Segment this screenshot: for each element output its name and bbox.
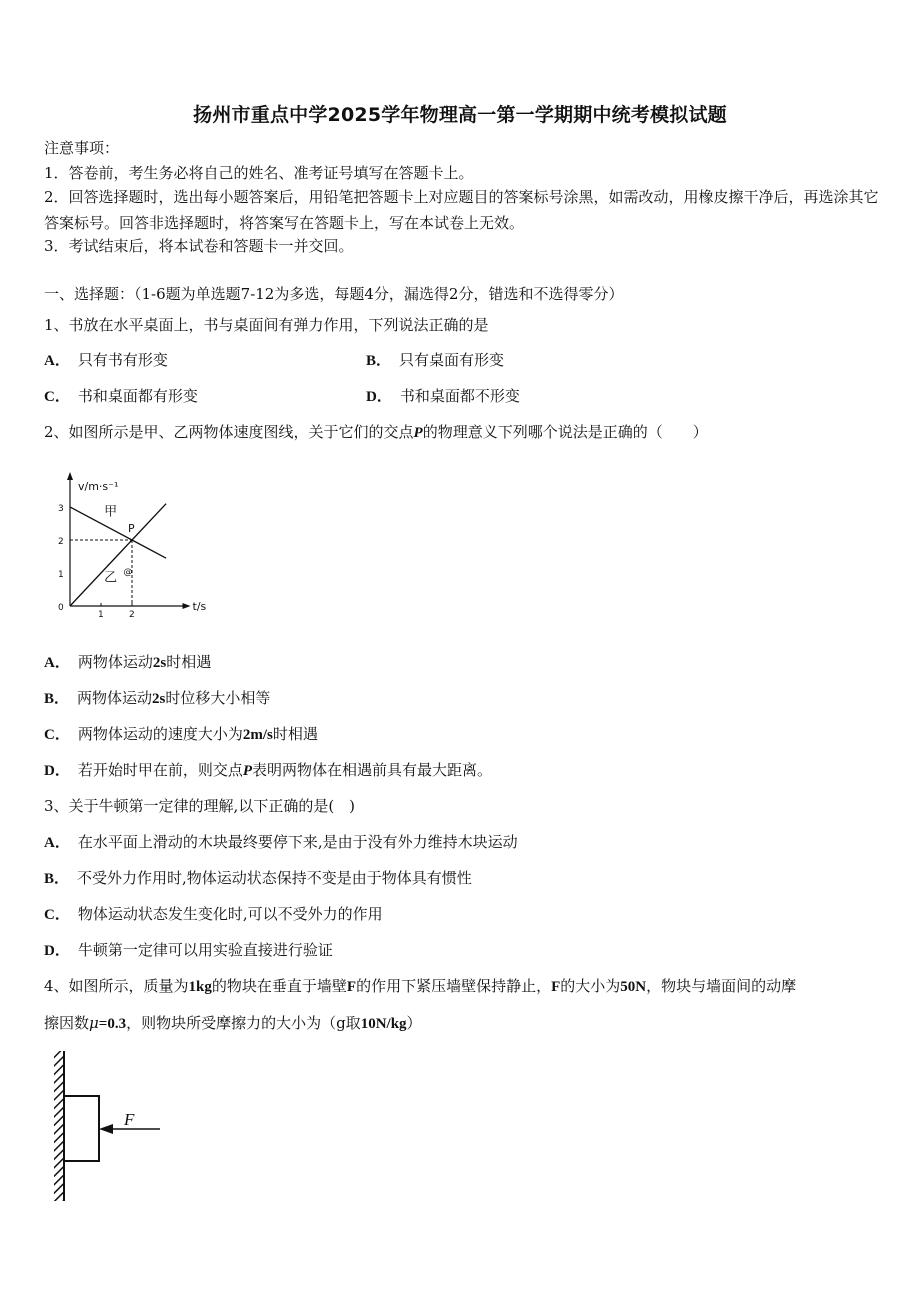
q4-text: 的物块在垂直于墙壁	[211, 977, 347, 995]
q2-stem	[44, 422, 708, 443]
option-text: 牛顿第一定律可以用实验直接进行验证	[77, 941, 333, 959]
option-text: 只有书有形变	[77, 351, 168, 369]
q1-option-d[interactable]	[366, 386, 520, 407]
point-p-label: P	[128, 522, 135, 535]
q4-stem-line-2	[44, 1013, 422, 1034]
note-item-2: 2．回答选择题时，选出每小题答案后，用铅笔把答题卡上对应题目的答案标号涂黑，如需改动，用橡皮擦干净后，再选涂其它答案标号。回答非选择题时，将答案写在答题卡上，写在本试卷上无效。	[44, 188, 879, 232]
q4-text: 的作用下紧压墙壁保持静止，	[356, 977, 552, 995]
q4-mass: 1kg	[188, 979, 212, 995]
option-label: C．	[44, 907, 70, 923]
force-label: F	[124, 1110, 135, 1129]
wall-hatch	[54, 1051, 64, 1201]
y-tick-label: 3	[58, 504, 64, 514]
x-axis-label: t/s	[192, 600, 207, 613]
q4-text: ，物块与墙面间的动摩	[646, 977, 797, 995]
q1-option-c[interactable]	[44, 386, 198, 407]
option-text-post: 表明两物体在相遇前具有最大距离。	[252, 761, 493, 779]
option-text-post: 时位移大小相等	[165, 689, 271, 707]
q2-option-b[interactable]	[44, 688, 270, 709]
x-axis-arrow	[183, 603, 191, 609]
q4-text: 擦因数	[44, 1014, 90, 1032]
q2-stem-var: P	[413, 425, 423, 441]
option-label: D．	[44, 763, 70, 779]
y-axis-label: v/m·s⁻¹	[78, 480, 119, 493]
option-label: C．	[44, 727, 70, 743]
q2-option-d[interactable]	[44, 760, 492, 781]
option-label: A．	[44, 655, 70, 671]
q1-option-b[interactable]	[366, 350, 504, 371]
option-label: B．	[44, 871, 70, 887]
chart-mark: @	[123, 567, 133, 578]
q4-text: 的大小为	[560, 977, 621, 995]
q2-option-c[interactable]	[44, 724, 318, 745]
option-text: 书和桌面都不形变	[399, 387, 520, 405]
option-text-pre: 两物体运动的速度大小为	[77, 725, 243, 743]
q4-force-symbol: F	[346, 979, 357, 995]
x-tick-label: 2	[129, 610, 135, 620]
q3-option-c[interactable]	[44, 904, 383, 925]
series-yi-line	[70, 504, 166, 606]
page-title: 扬州市重点中学2025学年物理高一第一学期期中统考模拟试题	[193, 104, 727, 126]
q3-option-d[interactable]	[44, 940, 333, 961]
y-axis-arrow	[67, 472, 73, 480]
series-yi-label: 乙	[104, 570, 118, 586]
q2-stem-post: 的物理意义下列哪个说法是正确的（ ）	[422, 423, 708, 441]
option-label: B．	[366, 353, 392, 369]
option-text: 书和桌面都有形变	[77, 387, 198, 405]
q2-stem-pre: 2、如图所示是甲、乙两物体速度图线，关于它们的交点	[44, 423, 414, 441]
option-text-pre: 两物体运动	[77, 653, 153, 671]
q4-force-symbol: F	[551, 979, 561, 995]
q2-option-a[interactable]	[44, 652, 211, 673]
q4-mu-value: =0.3	[98, 1016, 127, 1032]
origin-label: 0	[58, 603, 64, 613]
option-text-pre: 若开始时甲在前，则交点	[77, 761, 243, 779]
notes-heading: 注意事项：	[44, 139, 120, 157]
q1-stem: 1、书放在水平桌面上，书与桌面间有弹力作用，下列说法正确的是	[44, 316, 489, 334]
option-text: 只有桌面有形变	[399, 351, 505, 369]
option-text: 物体运动状态发生变化时,可以不受外力的作用	[77, 905, 383, 923]
force-arrow-head	[99, 1124, 113, 1134]
x-tick-label: 1	[98, 610, 104, 620]
option-label: A．	[44, 835, 70, 851]
option-label: A．	[44, 353, 70, 369]
q1-option-a[interactable]	[44, 350, 168, 371]
note-item-3: 3．考试结束后，将本试卷和答题卡一并交回。	[44, 237, 354, 255]
block	[64, 1096, 99, 1161]
note-item-1: 1．答卷前，考生务必将自己的姓名、准考证号填写在答题卡上。	[44, 164, 474, 182]
velocity-time-chart	[44, 470, 224, 620]
option-text-post: 时相遇	[272, 725, 318, 743]
option-text: 不受外力作用时,物体运动状态保持不变是由于物体具有惯性	[77, 869, 472, 887]
chart-series	[70, 504, 166, 606]
q4-force-value: 50N	[620, 979, 647, 995]
option-text-post: 时相遇	[166, 653, 212, 671]
q3-stem: 3、关于牛顿第一定律的理解,以下正确的是( )	[44, 797, 356, 815]
q4-text: ）	[406, 1014, 422, 1032]
option-label: C．	[44, 389, 70, 405]
q3-option-b[interactable]	[44, 868, 472, 889]
q4-g-value: 10N/kg	[360, 1016, 407, 1032]
q4-text: ，则物块所受摩擦力的大小为（g取	[126, 1014, 361, 1032]
option-label: D．	[44, 943, 70, 959]
q4-stem-line-1	[44, 976, 796, 997]
option-text-bold: P	[242, 763, 253, 779]
section-heading: 一、选择题：（1-6题为单选题7-12为多选，每题4分，漏选得2分，错选和不选得零分）	[44, 285, 624, 303]
q3-option-a[interactable]	[44, 832, 518, 853]
q4-text: 4、如图所示，质量为	[44, 977, 189, 995]
option-text-bold: 2m/s	[242, 727, 273, 743]
series-jia-label: 甲	[104, 504, 118, 520]
option-text-bold: 2s	[152, 655, 167, 671]
option-text-pre: 两物体运动	[77, 689, 153, 707]
option-text-bold: 2s	[152, 691, 166, 707]
option-label: B．	[44, 691, 70, 707]
q4-mu-symbol: μ	[89, 1014, 99, 1032]
y-tick-label: 1	[58, 570, 64, 580]
y-tick-label: 2	[58, 537, 64, 547]
option-label: D．	[366, 389, 392, 405]
option-text: 在水平面上滑动的木块最终要停下来,是由于没有外力维持木块运动	[77, 833, 518, 851]
wall-block-figure	[40, 1045, 180, 1205]
series-jia-line	[70, 507, 166, 558]
